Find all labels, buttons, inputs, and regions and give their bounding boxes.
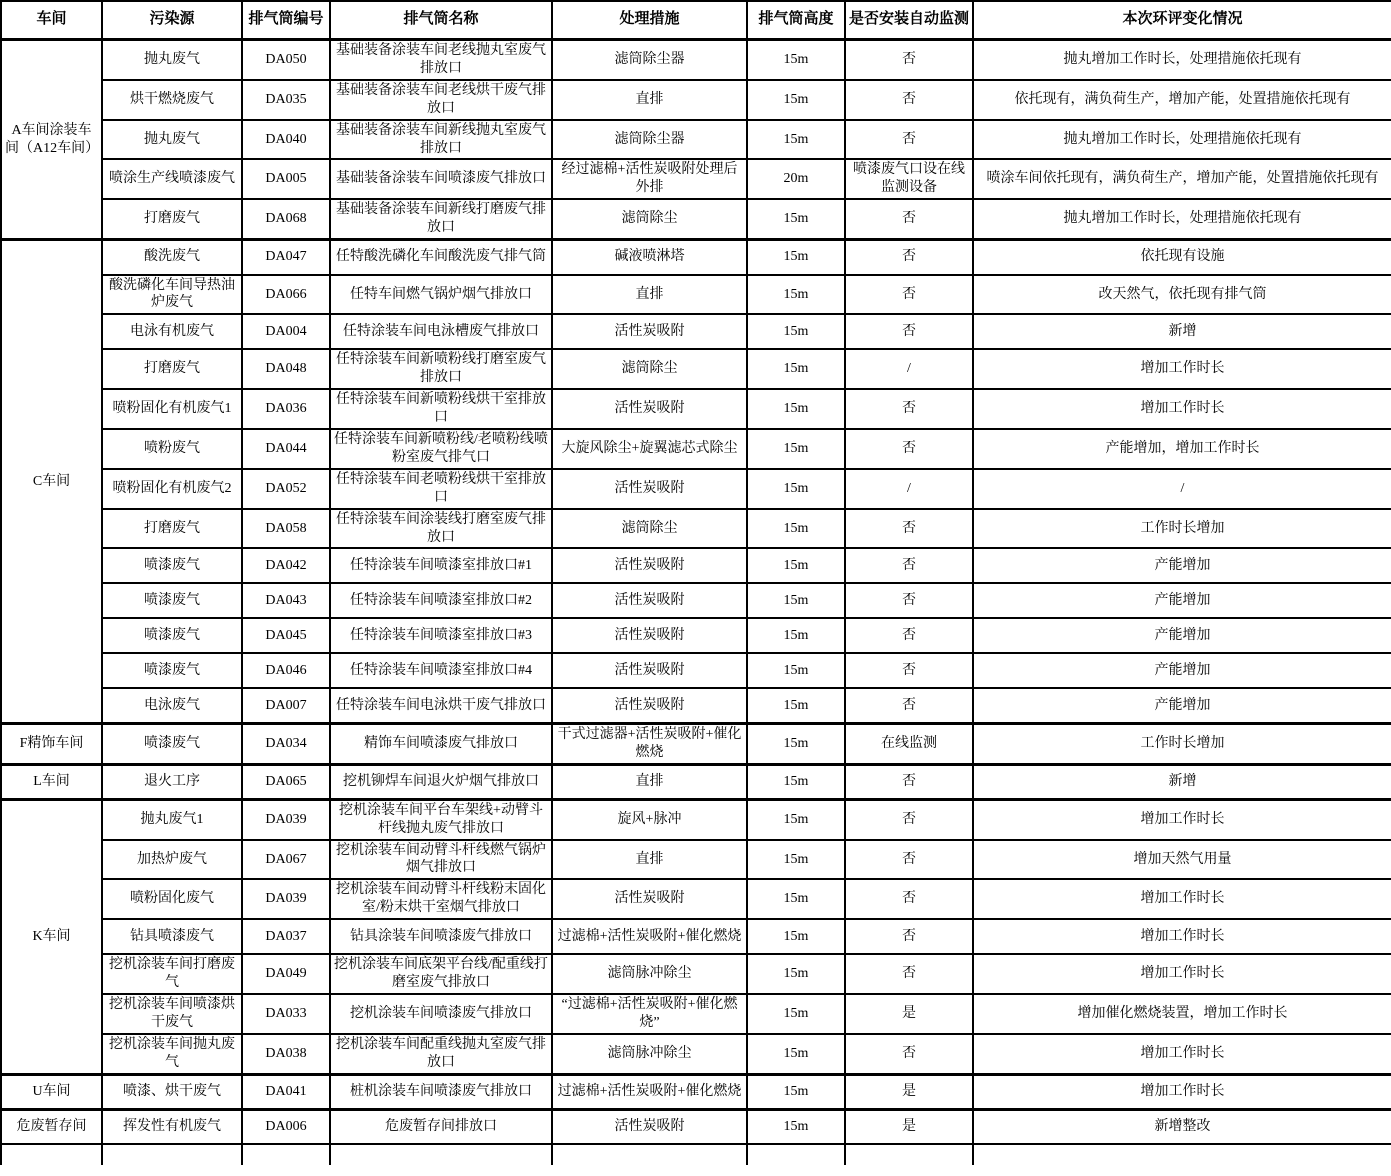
stack-id-cell: DA035	[242, 80, 330, 120]
stack-name-cell: 任特涂装车间喷漆室排放口#3	[330, 618, 552, 653]
header-row	[1, 1, 1391, 40]
table-row	[1, 199, 1391, 239]
stack-id-cell: DA039	[242, 799, 330, 839]
table-row	[1, 764, 1391, 799]
stack-id-cell: DA058	[242, 509, 330, 549]
table-row	[1, 688, 1391, 723]
change-cell: 增加工作时长	[973, 349, 1391, 389]
change-cell: 喷涂车间依托现有，满负荷生产，增加产能，处置措施依托现有	[973, 159, 1391, 199]
workshop-cell: K车间	[1, 799, 102, 1074]
stack-id-cell: DA068	[242, 199, 330, 239]
table-row	[1, 469, 1391, 509]
header-stack-name: 排气筒名称	[330, 1, 552, 40]
stack-height-cell: 15m	[747, 919, 845, 954]
treatment-cell: 活性炭吸附	[552, 314, 747, 349]
change-cell: 产能增加	[973, 618, 1391, 653]
treatment-cell: 活性炭吸附	[552, 688, 747, 723]
change-cell: 增加工作时长	[973, 1074, 1391, 1109]
change-cell: 产能增加	[973, 583, 1391, 618]
stack-name-cell: 任特涂装车间新喷粉线打磨室废气排放口	[330, 349, 552, 389]
pollution-source-cell: 挖机涂装车间喷漆烘干废气	[102, 994, 242, 1034]
pollution-source-cell: 挖机涂装车间打磨废气	[102, 954, 242, 994]
table-row	[1, 879, 1391, 919]
stack-name-cell: 基础装备涂装车间老线烘干废气排放口	[330, 80, 552, 120]
table-row	[1, 723, 1391, 764]
monitoring-cell: 否	[845, 879, 973, 919]
stack-name-cell: 任特涂装车间电泳槽废气排放口	[330, 314, 552, 349]
change-cell: 产能增加	[973, 688, 1391, 723]
table-row	[1, 429, 1391, 469]
workshop-cell: A车间涂装车间（A12车间）	[1, 40, 102, 240]
pollution-source-cell: 烘干燃烧废气	[102, 80, 242, 120]
monitoring-cell: 否	[845, 314, 973, 349]
pollution-source-cell: 电泳有机废气	[102, 314, 242, 349]
monitoring-cell: 在线监测	[845, 723, 973, 764]
stack-id-cell: DA046	[242, 653, 330, 688]
monitoring-cell: 否	[845, 80, 973, 120]
change-cell: 依托现有，满负荷生产，增加产能，处置措施依托现有	[973, 80, 1391, 120]
stack-name-cell: 基础装备涂装车间新线打磨废气排放口	[330, 199, 552, 239]
stack-id-cell: DA034	[242, 723, 330, 764]
change-cell: 工作时长增加	[973, 509, 1391, 549]
monitoring-cell: /	[845, 469, 973, 509]
pollution-source-cell: 打磨废气	[102, 349, 242, 389]
stack-id-cell: DA050	[242, 40, 330, 80]
monitoring-cell: 喷漆废气口设在线监测设备	[845, 159, 973, 199]
treatment-cell: 滤筒脉冲除尘	[552, 1034, 747, 1074]
stack-id-cell: DA049	[242, 954, 330, 994]
pollution-source-cell: 打磨废气	[102, 509, 242, 549]
pollution-source-cell: 挖机涂装车间抛丸废气	[102, 1034, 242, 1074]
stack-name-cell: 任特涂装车间新喷粉线烘干室排放口	[330, 389, 552, 429]
pollution-source-cell: 抛丸废气1	[102, 799, 242, 839]
monitoring-cell: 否	[845, 688, 973, 723]
stack-height-cell: 15m	[747, 40, 845, 80]
empty-cell	[845, 1144, 973, 1165]
change-cell: 抛丸增加工作时长，处理措施依托现有	[973, 120, 1391, 160]
monitoring-cell: 否	[845, 240, 973, 275]
table-row	[1, 275, 1391, 315]
stack-height-cell: 15m	[747, 764, 845, 799]
table-row	[1, 159, 1391, 199]
stack-name-cell: 任特涂装车间涂装线打磨室废气排放口	[330, 509, 552, 549]
treatment-cell: 过滤棉+活性炭吸附+催化燃烧	[552, 1074, 747, 1109]
treatment-cell: 经过滤棉+活性炭吸附处理后外排	[552, 159, 747, 199]
stack-id-cell: DA039	[242, 879, 330, 919]
stack-id-cell: DA047	[242, 240, 330, 275]
stack-id-cell: DA067	[242, 840, 330, 880]
monitoring-cell: 否	[845, 919, 973, 954]
pollution-source-cell: 喷漆废气	[102, 548, 242, 583]
change-cell: 工作时长增加	[973, 723, 1391, 764]
stack-id-cell: DA065	[242, 764, 330, 799]
stack-id-cell: DA066	[242, 275, 330, 315]
monitoring-cell: 是	[845, 1109, 973, 1144]
stack-id-cell: DA052	[242, 469, 330, 509]
table-row	[1, 509, 1391, 549]
stack-name-cell: 基础装备涂装车间新线抛丸室废气排放口	[330, 120, 552, 160]
monitoring-cell: 否	[845, 653, 973, 688]
table-row	[1, 548, 1391, 583]
stack-id-cell: DA042	[242, 548, 330, 583]
header-change: 本次环评变化情况	[973, 1, 1391, 40]
stack-height-cell: 15m	[747, 509, 845, 549]
header-treatment: 处理措施	[552, 1, 747, 40]
change-cell: 新增	[973, 764, 1391, 799]
monitoring-cell: 是	[845, 994, 973, 1034]
treatment-cell: 直排	[552, 840, 747, 880]
stack-name-cell: 挖机涂装车间动臂斗杆线燃气锅炉烟气排放口	[330, 840, 552, 880]
treatment-cell: 活性炭吸附	[552, 618, 747, 653]
workshop-cell: F精饰车间	[1, 723, 102, 764]
table-row	[1, 240, 1391, 275]
stack-id-cell: DA045	[242, 618, 330, 653]
empty-cell	[242, 1144, 330, 1165]
stack-height-cell: 15m	[747, 723, 845, 764]
pollution-source-cell: 喷粉废气	[102, 429, 242, 469]
stack-name-cell: 挖机涂装车间底架平台线/配重线打磨室废气排放口	[330, 954, 552, 994]
table-row	[1, 40, 1391, 80]
table-row	[1, 1034, 1391, 1074]
pollution-source-cell: 钻具喷漆废气	[102, 919, 242, 954]
table-row	[1, 653, 1391, 688]
stack-name-cell: 桩机涂装车间喷漆废气排放口	[330, 1074, 552, 1109]
header-workshop: 车间	[1, 1, 102, 40]
treatment-cell: 碱液喷淋塔	[552, 240, 747, 275]
stack-height-cell: 20m	[747, 159, 845, 199]
treatment-cell: 滤筒除尘	[552, 509, 747, 549]
treatment-cell: 活性炭吸附	[552, 469, 747, 509]
stack-id-cell: DA005	[242, 159, 330, 199]
stack-name-cell: 基础装备涂装车间老线抛丸室废气排放口	[330, 40, 552, 80]
treatment-cell: 直排	[552, 80, 747, 120]
stack-name-cell: 挖机涂装车间配重线抛丸室废气排放口	[330, 1034, 552, 1074]
change-cell: 新增整改	[973, 1109, 1391, 1144]
treatment-cell: 滤筒除尘	[552, 349, 747, 389]
treatment-cell: 活性炭吸附	[552, 548, 747, 583]
stack-height-cell: 15m	[747, 199, 845, 239]
table-row	[1, 80, 1391, 120]
monitoring-cell: 否	[845, 1034, 973, 1074]
stack-height-cell: 15m	[747, 1074, 845, 1109]
empty-cell	[1, 1144, 102, 1165]
pollution-source-cell: 抛丸废气	[102, 40, 242, 80]
stack-name-cell: 任特酸洗磷化车间酸洗废气排气筒	[330, 240, 552, 275]
stack-height-cell: 15m	[747, 840, 845, 880]
stack-height-cell: 15m	[747, 429, 845, 469]
empty-cell	[102, 1144, 242, 1165]
stack-id-cell: DA038	[242, 1034, 330, 1074]
treatment-cell: 活性炭吸附	[552, 583, 747, 618]
table-row	[1, 799, 1391, 839]
change-cell: 增加工作时长	[973, 954, 1391, 994]
pollution-source-cell: 喷漆废气	[102, 583, 242, 618]
monitoring-cell: 否	[845, 954, 973, 994]
change-cell: 改天然气，依托现有排气筒	[973, 275, 1391, 315]
treatment-cell: 直排	[552, 275, 747, 315]
change-cell: 抛丸增加工作时长，处理措施依托现有	[973, 199, 1391, 239]
stack-name-cell: 挖机涂装车间喷漆废气排放口	[330, 994, 552, 1034]
stack-height-cell: 15m	[747, 349, 845, 389]
change-cell: 增加工作时长	[973, 1034, 1391, 1074]
stack-height-cell: 15m	[747, 120, 845, 160]
table-row	[1, 314, 1391, 349]
monitoring-cell: 是	[845, 1074, 973, 1109]
stack-id-cell: DA040	[242, 120, 330, 160]
change-cell: /	[973, 469, 1391, 509]
table-row	[1, 120, 1391, 160]
workshop-cell: L车间	[1, 764, 102, 799]
monitoring-cell: 否	[845, 389, 973, 429]
monitoring-cell: 否	[845, 509, 973, 549]
stack-name-cell: 任特涂装车间老喷粉线烘干室排放口	[330, 469, 552, 509]
monitoring-cell: 否	[845, 799, 973, 839]
header-stack-id: 排气筒编号	[242, 1, 330, 40]
stack-name-cell: 任特涂装车间新喷粉线/老喷粉线喷粉室废气排气口	[330, 429, 552, 469]
pollution-source-cell: 喷涂生产线喷漆废气	[102, 159, 242, 199]
stack-height-cell: 15m	[747, 653, 845, 688]
monitoring-cell: 否	[845, 275, 973, 315]
change-cell: 增加工作时长	[973, 919, 1391, 954]
empty-cell	[747, 1144, 845, 1165]
stack-height-cell: 15m	[747, 240, 845, 275]
stack-id-cell: DA044	[242, 429, 330, 469]
stack-id-cell: DA033	[242, 994, 330, 1034]
stack-id-cell: DA048	[242, 349, 330, 389]
stack-name-cell: 挖机涂装车间动臂斗杆线粉末固化室/粉末烘干室烟气排放口	[330, 879, 552, 919]
pollution-source-cell: 喷漆废气	[102, 618, 242, 653]
treatment-cell: 活性炭吸附	[552, 879, 747, 919]
table-row	[1, 1109, 1391, 1144]
treatment-cell: 滤筒脉冲除尘	[552, 954, 747, 994]
stack-name-cell: 任特涂装车间喷漆室排放口#2	[330, 583, 552, 618]
stack-height-cell: 15m	[747, 1034, 845, 1074]
pollution-source-cell: 喷漆、烘干废气	[102, 1074, 242, 1109]
pollution-source-cell: 打磨废气	[102, 199, 242, 239]
stack-id-cell: DA043	[242, 583, 330, 618]
pollution-source-cell: 电泳废气	[102, 688, 242, 723]
treatment-cell: 活性炭吸附	[552, 1109, 747, 1144]
monitoring-cell: 否	[845, 548, 973, 583]
pollution-source-cell: 挥发性有机废气	[102, 1109, 242, 1144]
table-row	[1, 1074, 1391, 1109]
change-cell: 增加天然气用量	[973, 840, 1391, 880]
pollution-source-cell: 加热炉废气	[102, 840, 242, 880]
treatment-cell: 活性炭吸附	[552, 389, 747, 429]
empty-cell	[330, 1144, 552, 1165]
stack-id-cell: DA041	[242, 1074, 330, 1109]
monitoring-cell: /	[845, 349, 973, 389]
stack-id-cell: DA004	[242, 314, 330, 349]
treatment-cell: 过滤棉+活性炭吸附+催化燃烧	[552, 919, 747, 954]
pollution-source-cell: 喷漆废气	[102, 653, 242, 688]
workshop-cell: U车间	[1, 1074, 102, 1109]
stack-height-cell: 15m	[747, 1109, 845, 1144]
stack-id-cell: DA006	[242, 1109, 330, 1144]
change-cell: 产能增加	[973, 548, 1391, 583]
change-cell: 增加工作时长	[973, 879, 1391, 919]
pollution-source-cell: 喷粉固化有机废气2	[102, 469, 242, 509]
pollution-source-cell: 酸洗磷化车间导热油炉废气	[102, 275, 242, 315]
monitoring-cell: 否	[845, 429, 973, 469]
monitoring-cell: 否	[845, 840, 973, 880]
change-cell: 增加工作时长	[973, 799, 1391, 839]
stack-height-cell: 15m	[747, 994, 845, 1034]
stack-height-cell: 15m	[747, 389, 845, 429]
stack-name-cell: 挖机涂装车间平台车架线+动臂斗杆线抛丸废气排放口	[330, 799, 552, 839]
table-row	[1, 618, 1391, 653]
stack-name-cell: 基础装备涂装车间喷漆废气排放口	[330, 159, 552, 199]
empty-cell	[973, 1144, 1391, 1165]
table-row	[1, 994, 1391, 1034]
change-cell: 增加催化燃烧装置，增加工作时长	[973, 994, 1391, 1034]
stack-height-cell: 15m	[747, 583, 845, 618]
stack-name-cell: 任特涂装车间喷漆室排放口#1	[330, 548, 552, 583]
header-monitoring: 是否安装自动监测	[845, 1, 973, 40]
treatment-cell: “过滤棉+活性炭吸附+催化燃烧”	[552, 994, 747, 1034]
stack-name-cell: 任特涂装车间电泳烘干废气排放口	[330, 688, 552, 723]
table-body	[1, 40, 1391, 1166]
stack-height-cell: 15m	[747, 954, 845, 994]
pollution-source-cell: 喷粉固化有机废气1	[102, 389, 242, 429]
change-cell: 新增	[973, 314, 1391, 349]
workshop-cell: 危废暂存间	[1, 1109, 102, 1144]
pollution-source-cell: 抛丸废气	[102, 120, 242, 160]
stack-height-cell: 15m	[747, 275, 845, 315]
change-cell: 产能增加，增加工作时长	[973, 429, 1391, 469]
stack-height-cell: 15m	[747, 799, 845, 839]
table-row	[1, 349, 1391, 389]
monitoring-cell: 否	[845, 618, 973, 653]
stack-height-cell: 15m	[747, 80, 845, 120]
monitoring-cell: 否	[845, 583, 973, 618]
table-row	[1, 583, 1391, 618]
stack-name-cell: 危废暂存间排放口	[330, 1109, 552, 1144]
monitoring-cell: 否	[845, 120, 973, 160]
treatment-cell: 滤筒除尘	[552, 199, 747, 239]
change-cell: 依托现有设施	[973, 240, 1391, 275]
table-row	[1, 840, 1391, 880]
stack-name-cell: 挖机铆焊车间退火炉烟气排放口	[330, 764, 552, 799]
header-pollution-source: 污染源	[102, 1, 242, 40]
stack-id-cell: DA036	[242, 389, 330, 429]
monitoring-cell: 否	[845, 764, 973, 799]
monitoring-cell: 否	[845, 40, 973, 80]
empty-cell	[552, 1144, 747, 1165]
stack-height-cell: 15m	[747, 314, 845, 349]
pollution-source-cell: 退火工序	[102, 764, 242, 799]
change-cell: 产能增加	[973, 653, 1391, 688]
table-row	[1, 919, 1391, 954]
treatment-cell: 大旋风除尘+旋翼滤芯式除尘	[552, 429, 747, 469]
stack-name-cell: 钻具涂装车间喷漆废气排放口	[330, 919, 552, 954]
treatment-cell: 活性炭吸附	[552, 653, 747, 688]
stack-height-cell: 15m	[747, 879, 845, 919]
stack-id-cell: DA037	[242, 919, 330, 954]
stack-id-cell: DA007	[242, 688, 330, 723]
change-cell: 抛丸增加工作时长，处理措施依托现有	[973, 40, 1391, 80]
monitoring-cell: 否	[845, 199, 973, 239]
treatment-cell: 滤筒除尘器	[552, 120, 747, 160]
table-row	[1, 954, 1391, 994]
stack-height-cell: 15m	[747, 548, 845, 583]
change-cell: 增加工作时长	[973, 389, 1391, 429]
pollution-source-cell: 喷漆废气	[102, 723, 242, 764]
pollution-source-cell: 酸洗废气	[102, 240, 242, 275]
stack-height-cell: 15m	[747, 688, 845, 723]
pollution-source-cell: 喷粉固化废气	[102, 879, 242, 919]
stack-name-cell: 任特车间燃气锅炉烟气排放口	[330, 275, 552, 315]
stack-name-cell: 精饰车间喷漆废气排放口	[330, 723, 552, 764]
table-row	[1, 389, 1391, 429]
treatment-cell: 干式过滤器+活性炭吸附+催化燃烧	[552, 723, 747, 764]
treatment-cell: 旋风+脉冲	[552, 799, 747, 839]
cutoff-row	[1, 1144, 1391, 1165]
treatment-cell: 滤筒除尘器	[552, 40, 747, 80]
stack-height-cell: 15m	[747, 469, 845, 509]
workshop-cell: C车间	[1, 240, 102, 724]
stack-name-cell: 任特涂装车间喷漆室排放口#4	[330, 653, 552, 688]
header-stack-height: 排气筒高度	[747, 1, 845, 40]
treatment-cell: 直排	[552, 764, 747, 799]
stack-height-cell: 15m	[747, 618, 845, 653]
